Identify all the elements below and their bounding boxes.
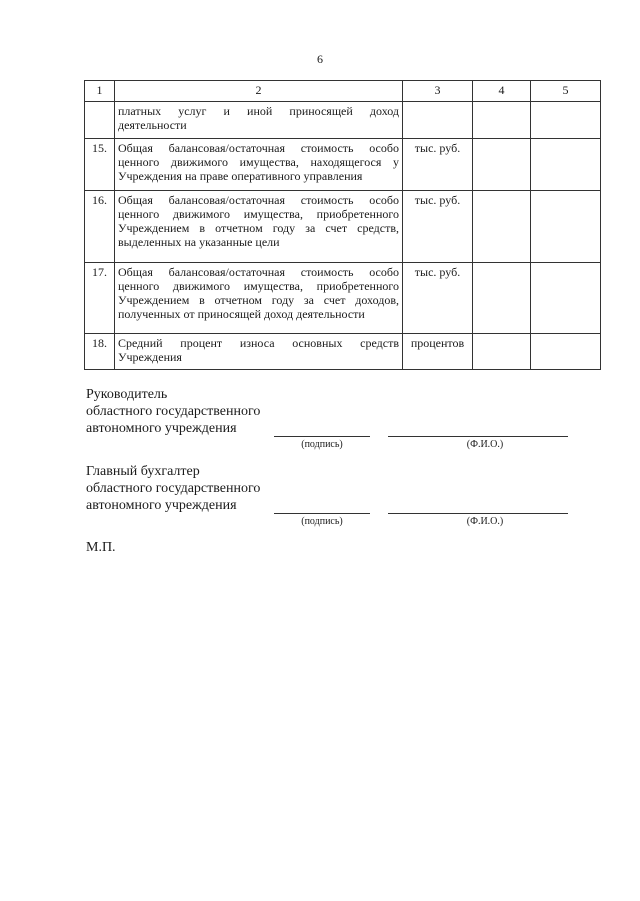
accountant-signature-block — [86, 463, 260, 514]
head-signature-caption: (подпись) — [301, 439, 343, 450]
row-value-col4 — [473, 102, 531, 139]
column-header: 5 — [531, 81, 601, 102]
accountant-title-line3: автономного учреждения — [86, 498, 237, 513]
row-unit: тыс. руб. — [403, 263, 473, 334]
accountant-signature-caption: (подпись) — [301, 516, 343, 527]
row-number — [85, 102, 115, 139]
page-number: 6 — [317, 52, 323, 66]
row-description: Средний процент износа основных средств Учреждения — [115, 334, 403, 370]
row-value-col5 — [531, 191, 601, 263]
head-name-line — [388, 436, 568, 437]
row-unit: тыс. руб. — [403, 191, 473, 263]
row-value-col5 — [531, 263, 601, 334]
head-title: Руководитель — [86, 387, 168, 402]
row-description — [115, 102, 403, 139]
accountant-title-line2: областного государственного — [86, 481, 261, 496]
row-description: Общая балансовая/остаточная стоимость особо ценного движимого имущества, приобретенного Учреждением в отчетном году за счет средств, выделенных на указанные цели — [115, 191, 403, 263]
column-header: 4 — [473, 81, 531, 102]
column-header: 2 — [115, 81, 403, 102]
row-number: 15. — [85, 139, 115, 191]
indicators-table — [84, 80, 601, 370]
row-unit: процентов — [403, 334, 473, 370]
row-unit — [403, 102, 473, 139]
row-description: Общая балансовая/остаточная стоимость особо ценного движимого имущества, приобретенного Учреждением в отчетном году за счет доходов, полученных от приносящей доход деятельности — [115, 263, 403, 334]
head-signature-block — [86, 386, 260, 437]
accountant-name-line — [388, 513, 568, 514]
row-value-col5 — [531, 139, 601, 191]
accountant-signature-line — [274, 513, 370, 514]
row-value-col4 — [473, 334, 531, 370]
head-name-caption: (Ф.И.О.) — [466, 439, 504, 450]
row-description: Общая балансовая/остаточная стоимость особо ценного движимого имущества, находящегося у Учреждения на праве оперативного управления — [115, 139, 403, 191]
row-number: 17. — [85, 263, 115, 334]
row-number: 18. — [85, 334, 115, 370]
head-title-line2: областного государственного — [86, 404, 261, 419]
row-value-col4 — [473, 139, 531, 191]
row-value-col4 — [473, 191, 531, 263]
column-header: 3 — [403, 81, 473, 102]
stamp-placeholder: М.П. — [86, 540, 116, 555]
table-row — [85, 263, 601, 334]
row-unit: тыс. руб. — [403, 139, 473, 191]
table-header-row — [85, 81, 601, 102]
head-signature-line — [274, 436, 370, 437]
table-row — [85, 191, 601, 263]
table-row — [85, 139, 601, 191]
row-number: 16. — [85, 191, 115, 263]
row-value-col4 — [473, 263, 531, 334]
table-row — [85, 334, 601, 370]
accountant-name-caption: (Ф.И.О.) — [466, 516, 504, 527]
row-description-text: платных услуг и иной приносящей доход деятельности — [118, 104, 399, 132]
row-value-col5 — [531, 334, 601, 370]
table-row — [85, 102, 601, 139]
column-header: 1 — [85, 81, 115, 102]
row-value-col5 — [531, 102, 601, 139]
head-title-line3: автономного учреждения — [86, 421, 237, 436]
accountant-title: Главный бухгалтер — [86, 464, 200, 479]
